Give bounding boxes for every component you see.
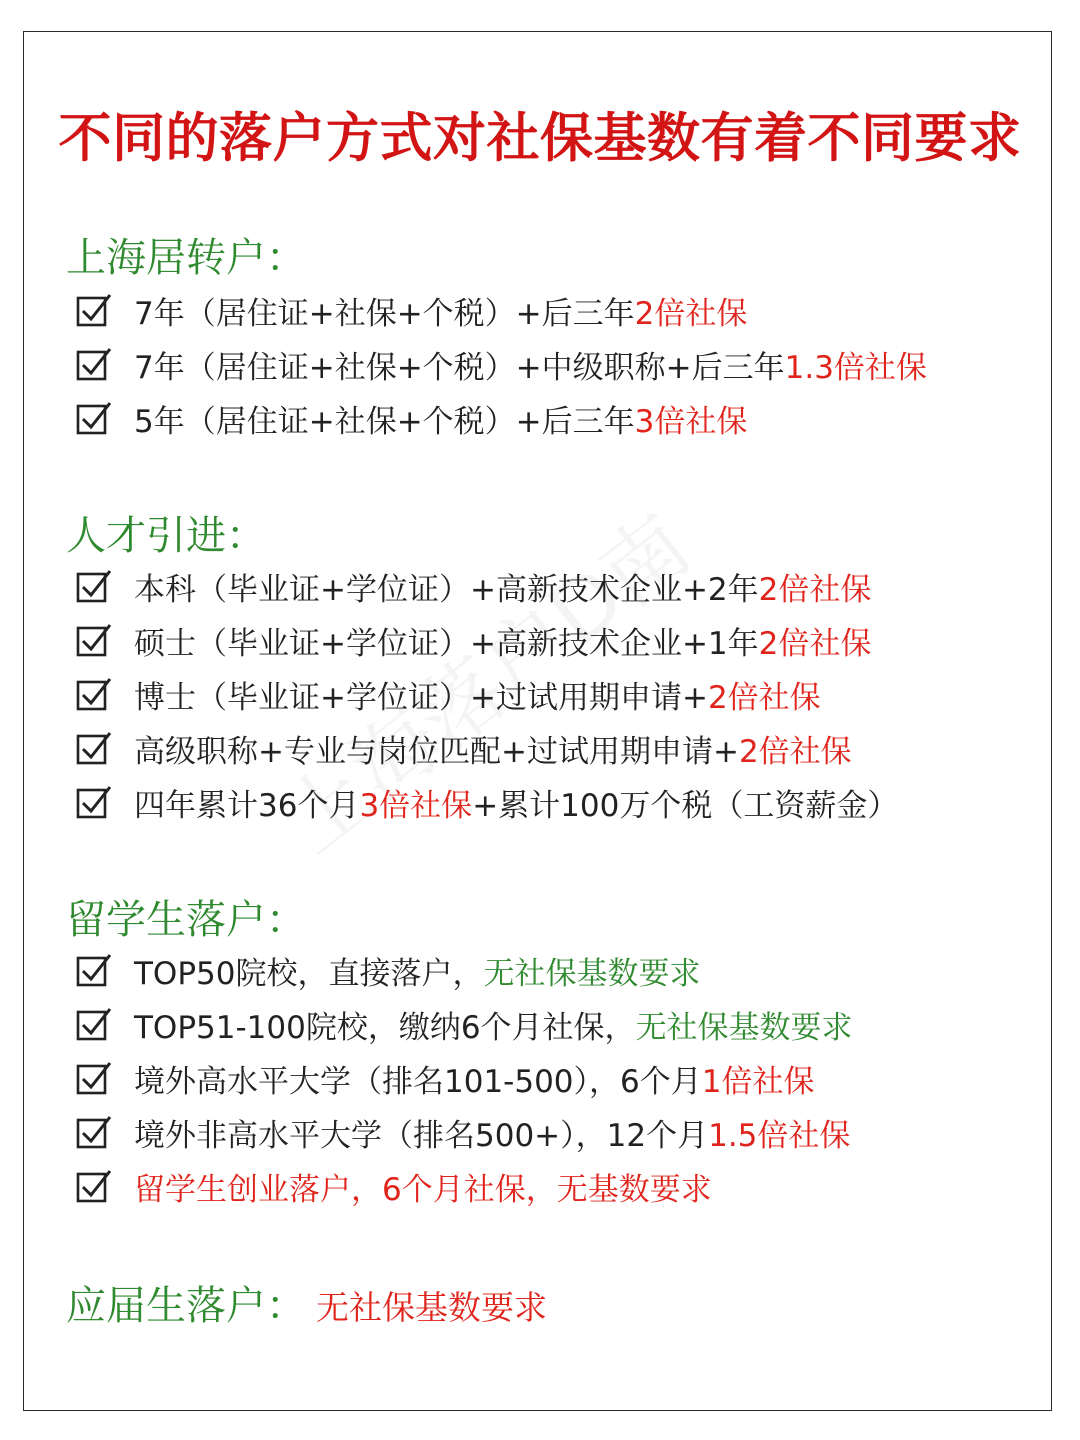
checkbox-checked-icon	[76, 1060, 112, 1096]
checkbox-checked-icon	[76, 292, 112, 328]
item-text: TOP51-100院校，缴纳6个月社保，	[134, 1009, 636, 1046]
item-tail: +累计100万个税（工资薪金）	[472, 787, 899, 824]
list-item	[76, 618, 871, 662]
item-highlight: 2倍社保	[707, 679, 821, 716]
section-heading-talent: 人才引进：	[66, 513, 266, 559]
list-item	[76, 1002, 853, 1046]
item-highlight: 1.5倍社保	[708, 1117, 851, 1154]
list-item	[76, 726, 852, 770]
item-highlight: 留学生创业落户，6个月社保，无基数要求	[134, 1171, 712, 1208]
checkbox-checked-icon	[76, 568, 112, 604]
section-heading-text: 应届生落户：	[66, 1283, 306, 1329]
item-highlight: 2倍社保	[634, 295, 748, 332]
checkbox-checked-icon	[76, 1168, 112, 1204]
page-title: 不同的落户方式对社保基数有着不同要求	[58, 107, 1022, 169]
checkbox-checked-icon	[76, 1114, 112, 1150]
section-heading-graduate	[66, 1274, 547, 1331]
checkbox-checked-icon	[76, 676, 112, 712]
item-text: 5年（居住证+社保+个税）+后三年	[134, 403, 635, 440]
item-highlight: 2倍社保	[738, 733, 852, 770]
checkbox-checked-icon	[76, 346, 112, 382]
list-item	[76, 564, 871, 608]
item-text: 高级职称+专业与岗位匹配+过试用期申请+	[134, 733, 739, 770]
item-highlight: 2倍社保	[758, 625, 872, 662]
list-item	[76, 780, 898, 824]
item-text: TOP50院校，直接落户，	[134, 955, 484, 992]
list-item	[76, 342, 927, 386]
graduate-note: 无社保基数要求	[316, 1288, 547, 1327]
item-text: 7年（居住证+社保+个税）+中级职称+后三年	[134, 349, 785, 386]
list-item	[76, 1164, 712, 1208]
checkbox-checked-icon	[76, 1006, 112, 1042]
item-text: 博士（毕业证+学位证）+过试用期申请+	[134, 679, 708, 716]
list-item	[76, 396, 747, 440]
item-highlight: 2倍社保	[758, 571, 872, 608]
checkbox-checked-icon	[76, 730, 112, 766]
item-green-note: 无社保基数要求	[483, 955, 701, 992]
checkbox-checked-icon	[76, 400, 112, 436]
item-text: 7年（居住证+社保+个税）+后三年	[134, 295, 635, 332]
section-heading-overseas: 留学生落户：	[66, 897, 306, 943]
checkbox-checked-icon	[76, 952, 112, 988]
list-item	[76, 948, 700, 992]
section-heading-residence: 上海居转户：	[66, 235, 306, 281]
list-item	[76, 1056, 814, 1100]
checkbox-checked-icon	[76, 784, 112, 820]
item-text: 硕士（毕业证+学位证）+高新技术企业+1年	[134, 625, 759, 662]
checkbox-checked-icon	[76, 622, 112, 658]
item-highlight: 1倍社保	[701, 1063, 815, 1100]
item-highlight: 3倍社保	[359, 787, 473, 824]
item-text: 四年累计36个月	[134, 787, 360, 824]
item-text: 境外非高水平大学（排名500+），12个月	[134, 1117, 709, 1154]
item-text: 本科（毕业证+学位证）+高新技术企业+2年	[134, 571, 759, 608]
list-item	[76, 672, 821, 716]
list-item	[76, 288, 747, 332]
item-highlight: 3倍社保	[634, 403, 748, 440]
item-text: 境外高水平大学（排名101-500），6个月	[134, 1063, 702, 1100]
item-green-note: 无社保基数要求	[635, 1009, 853, 1046]
list-item	[76, 1110, 850, 1154]
item-highlight: 1.3倍社保	[784, 349, 927, 386]
